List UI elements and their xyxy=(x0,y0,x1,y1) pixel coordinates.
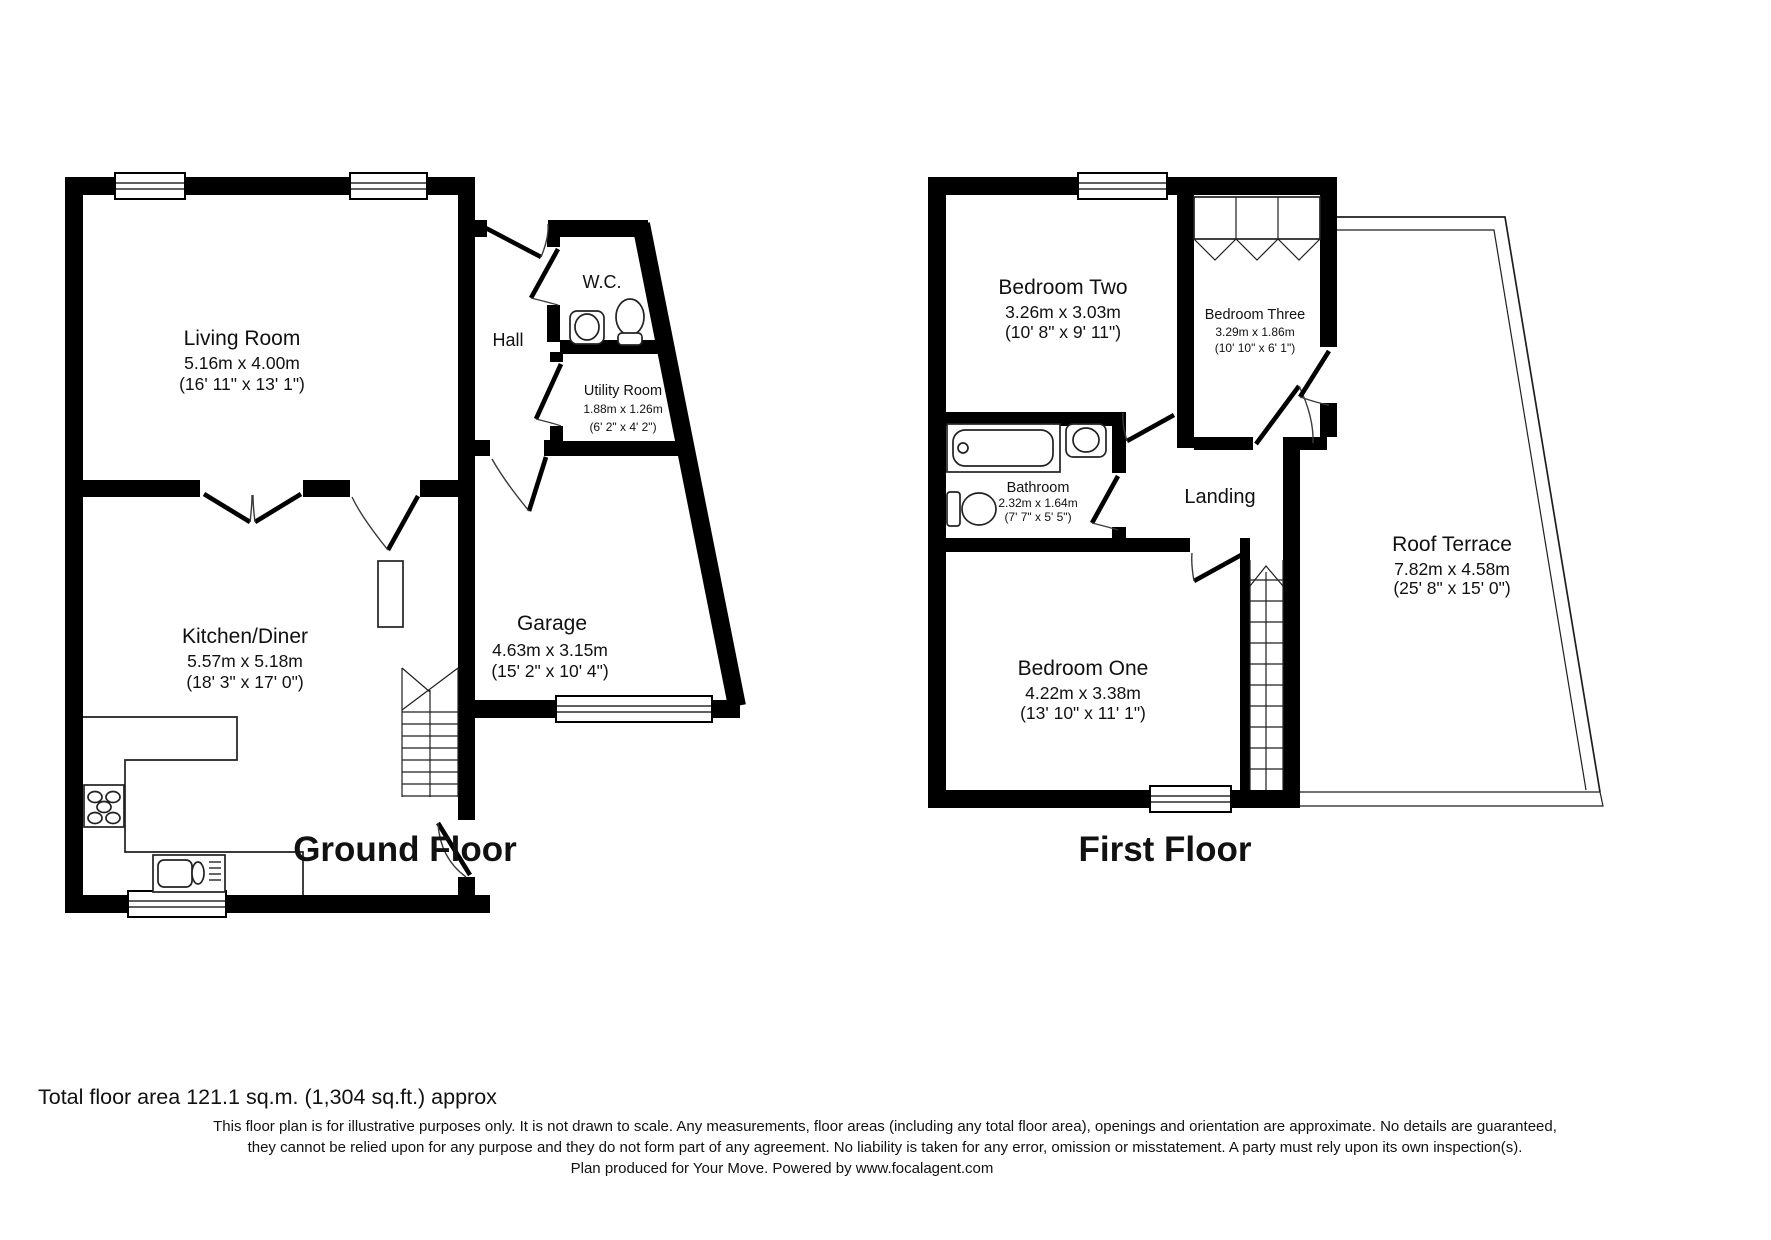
room-name: Roof Terrace xyxy=(1392,533,1512,556)
first-floor-plan xyxy=(928,173,1603,869)
room-name: Bedroom Three xyxy=(1204,307,1306,323)
window-icon xyxy=(1078,173,1167,199)
bedroom-one-label xyxy=(1018,657,1149,723)
room-name: Living Room xyxy=(183,327,301,350)
room-metric: 7.82m x 4.58m xyxy=(1394,559,1510,579)
total-floor-area: Total floor area 121.1 sq.m. (1,304 sq.ft.) approx xyxy=(38,1085,497,1109)
garage-door-icon xyxy=(556,696,712,722)
footer xyxy=(38,1085,1557,1177)
room-metric: 2.32m x 1.64m xyxy=(998,496,1078,510)
double-door-swing-icon xyxy=(204,494,301,522)
disclaimer-line-1: This floor plan is for illustrative purposes only. It is not drawn to scale. Any measurements, floor areas (including any total floor area), openings and orientation are approximate. No details are guaranteed, xyxy=(213,1118,1557,1135)
room-metric: 1.88m x 1.26m xyxy=(583,402,663,416)
landing-label: Landing xyxy=(1184,486,1256,508)
bathroom-toilet-icon xyxy=(947,492,996,526)
room-metric: 3.26m x 3.03m xyxy=(1005,302,1121,322)
ground-floor-walls xyxy=(65,177,740,913)
wc-toilet-icon xyxy=(616,299,644,345)
room-name: Bedroom Two xyxy=(998,276,1128,299)
kitchen-sink-icon xyxy=(153,855,225,892)
room-metric: 4.22m x 3.38m xyxy=(1025,683,1141,703)
front-door-swing-icon xyxy=(480,224,548,257)
bathroom-basin-icon xyxy=(1066,424,1106,457)
room-imperial: (7' 7" x 5' 5") xyxy=(1004,510,1072,524)
room-metric: 3.29m x 1.86m xyxy=(1215,325,1295,339)
utility-door-swing-icon xyxy=(536,364,561,426)
wc-basin-icon xyxy=(570,311,604,344)
room-metric: 5.16m x 4.00m xyxy=(184,353,300,373)
stairs-icon xyxy=(402,668,458,797)
ground-floor-doors xyxy=(204,224,561,877)
hob-icon xyxy=(84,785,124,827)
wc-label: W.C. xyxy=(582,272,622,292)
kitchen-diner-label xyxy=(182,625,308,692)
room-imperial: (10' 8" x 9' 11") xyxy=(1004,322,1122,342)
bath-icon xyxy=(947,424,1060,472)
room-name: Kitchen/Diner xyxy=(181,625,309,648)
wc-door-swing-icon xyxy=(531,249,558,305)
window-icon xyxy=(115,173,185,199)
window-icon xyxy=(1150,786,1231,812)
room-name: Bedroom One xyxy=(1017,657,1149,680)
bedroom-two-door-swing-icon xyxy=(1123,413,1174,441)
bedroom-three-door-swing-icon xyxy=(1256,386,1313,444)
garage-side-door-swing-icon xyxy=(492,457,546,511)
room-metric: 4.63m x 3.15m xyxy=(492,640,608,660)
bedroom-three-label xyxy=(1205,307,1305,355)
roof-terrace-label xyxy=(1392,533,1512,598)
room-imperial: (18' 3" x 17' 0") xyxy=(186,672,304,692)
room-name: Bathroom xyxy=(1006,480,1070,496)
utility-room-label xyxy=(583,383,662,434)
bathroom-door-swing-icon xyxy=(1092,476,1118,530)
bathroom-label xyxy=(998,480,1077,524)
room-imperial: (13' 10" x 11' 1") xyxy=(1020,703,1146,723)
room-imperial: (16' 11" x 13' 1") xyxy=(179,374,305,394)
ground-floor-plan xyxy=(65,173,740,917)
stairs-icon xyxy=(1250,560,1283,790)
room-imperial: (10' 10" x 6' 1") xyxy=(1214,341,1296,355)
room-metric: 5.57m x 5.18m xyxy=(187,651,303,671)
roof-terrace-outline xyxy=(1300,217,1603,806)
room-imperial: (15' 2" x 10' 4") xyxy=(491,661,609,681)
garage-label xyxy=(491,612,608,681)
wardrobe-icon xyxy=(1194,197,1320,260)
produced-by-line: Plan produced for Your Move. Powered by www.focalagent.com xyxy=(570,1160,994,1177)
room-name: Utility Room xyxy=(583,383,663,399)
bedroom-one-door-swing-icon xyxy=(1192,553,1243,581)
room-name: Garage xyxy=(516,612,588,635)
disclaimer-line-2: they cannot be relied upon for any purpose and they do not form part of any agreement. No liability is taken for any error, omission or misstatement. A party must rely upon its own inspection(s). xyxy=(247,1139,1523,1156)
ground-floor-title: Ground Floor xyxy=(293,830,517,869)
room-imperial: (25' 8" x 15' 0") xyxy=(1393,578,1511,598)
window-icon xyxy=(128,891,226,917)
hall-cupboard xyxy=(378,561,403,627)
first-floor-title: First Floor xyxy=(1078,830,1252,869)
hall-label: Hall xyxy=(492,330,524,350)
bedroom-two-label xyxy=(998,276,1127,342)
hall-kitchen-door-swing-icon xyxy=(352,496,418,550)
living-room-label xyxy=(179,327,305,394)
window-icon xyxy=(350,173,427,199)
ground-floor-windows xyxy=(115,173,712,917)
room-imperial: (6' 2" x 4' 2") xyxy=(589,420,657,434)
